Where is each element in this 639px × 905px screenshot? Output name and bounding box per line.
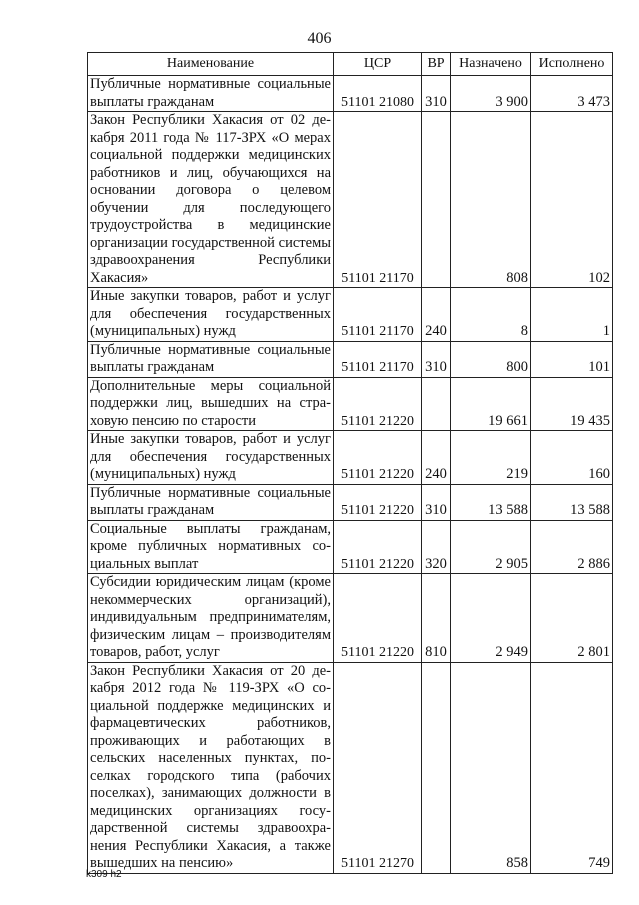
row-name: Публичные нормативные социальные выплаты гражданам xyxy=(88,76,334,112)
row-vr: 320 xyxy=(422,520,451,574)
row-csr: 51101 21270 xyxy=(334,662,422,873)
table-row xyxy=(88,341,613,377)
row-assigned: 8 xyxy=(451,288,531,342)
row-csr: 51101 21170 xyxy=(334,288,422,342)
row-name: Закон Республики Хакасия от 20 декабря 2012 года № 119-ЗРХ «О социальной поддержке медицинских и фармацевтических работников, проживающих и работающих в сельских населенных пунктах, поселках городского типа (рабочих поселках), занимающих должности в медицинских организациях государственной системы здравоохранения Республики Хакасия, а также вышедших на пенсию» xyxy=(88,662,334,873)
row-assigned: 2 949 xyxy=(451,574,531,663)
row-vr: 310 xyxy=(422,76,451,112)
row-executed: 2 886 xyxy=(531,520,613,574)
row-csr: 51101 21220 xyxy=(334,431,422,485)
table-row xyxy=(88,662,613,873)
table-row xyxy=(88,520,613,574)
table-row xyxy=(88,288,613,342)
row-assigned: 3 900 xyxy=(451,76,531,112)
row-vr: 240 xyxy=(422,431,451,485)
table-row xyxy=(88,574,613,663)
table-header-row xyxy=(88,53,613,76)
table-row xyxy=(88,112,613,288)
row-name: Закон Республики Хакасия от 02 декабря 2011 года № 117-ЗРХ «О мерах социальной поддержки медицинских работников и лиц, обучающихся на основании договора о целевом обучении для последующего трудоустройства в медицинские организации государственной системы здравоохранения Республики Хакасия» xyxy=(88,112,334,288)
row-executed: 101 xyxy=(531,341,613,377)
row-csr: 51101 21220 xyxy=(334,574,422,663)
header-name: Наименование xyxy=(88,53,334,76)
row-vr: 240 xyxy=(422,288,451,342)
row-assigned: 800 xyxy=(451,341,531,377)
row-executed: 3 473 xyxy=(531,76,613,112)
row-name: Иные закупки товаров, работ и услуг для обеспечения государственных (муниципальных) нужд xyxy=(88,288,334,342)
header-csr: ЦСР xyxy=(334,53,422,76)
row-assigned: 858 xyxy=(451,662,531,873)
row-name: Публичные нормативные социальные выплаты гражданам xyxy=(88,484,334,520)
table-row xyxy=(88,377,613,431)
row-csr: 51101 21220 xyxy=(334,484,422,520)
row-assigned: 808 xyxy=(451,112,531,288)
table-row xyxy=(88,431,613,485)
row-vr xyxy=(422,112,451,288)
row-name: Дополнительные меры социальной поддержки лиц, вышедших на страховую пенсию по старости xyxy=(88,377,334,431)
row-executed: 160 xyxy=(531,431,613,485)
row-vr: 310 xyxy=(422,484,451,520)
table-row xyxy=(88,484,613,520)
row-assigned: 19 661 xyxy=(451,377,531,431)
row-assigned: 219 xyxy=(451,431,531,485)
footer-code: k309 h2 xyxy=(86,869,122,880)
row-assigned: 2 905 xyxy=(451,520,531,574)
row-csr: 51101 21220 xyxy=(334,520,422,574)
row-name: Публичные нормативные социальные выплаты гражданам xyxy=(88,341,334,377)
header-vr: ВР xyxy=(422,53,451,76)
row-name: Субсидии юридическим лицам (кроме некоммерческих организаций), индивидуальным предпринимателям, физическим лицам – производителям товаров, работ, услуг xyxy=(88,574,334,663)
row-csr: 51101 21220 xyxy=(334,377,422,431)
row-vr xyxy=(422,662,451,873)
row-executed: 1 xyxy=(531,288,613,342)
table-row xyxy=(88,76,613,112)
row-name: Социальные выплаты гражданам, кроме публичных нормативных социальных выплат xyxy=(88,520,334,574)
row-executed: 749 xyxy=(531,662,613,873)
budget-table xyxy=(87,52,613,874)
row-csr: 51101 21080 xyxy=(334,76,422,112)
row-name: Иные закупки товаров, работ и услуг для обеспечения государственных (муниципальных) нужд xyxy=(88,431,334,485)
page-number: 406 xyxy=(307,30,332,47)
header-executed: Исполнено xyxy=(531,53,613,76)
row-executed: 19 435 xyxy=(531,377,613,431)
row-csr: 51101 21170 xyxy=(334,112,422,288)
row-assigned: 13 588 xyxy=(451,484,531,520)
row-executed: 102 xyxy=(531,112,613,288)
row-vr: 810 xyxy=(422,574,451,663)
header-assigned: Назначено xyxy=(451,53,531,76)
row-executed: 2 801 xyxy=(531,574,613,663)
row-executed: 13 588 xyxy=(531,484,613,520)
row-vr xyxy=(422,377,451,431)
row-vr: 310 xyxy=(422,341,451,377)
row-csr: 51101 21170 xyxy=(334,341,422,377)
